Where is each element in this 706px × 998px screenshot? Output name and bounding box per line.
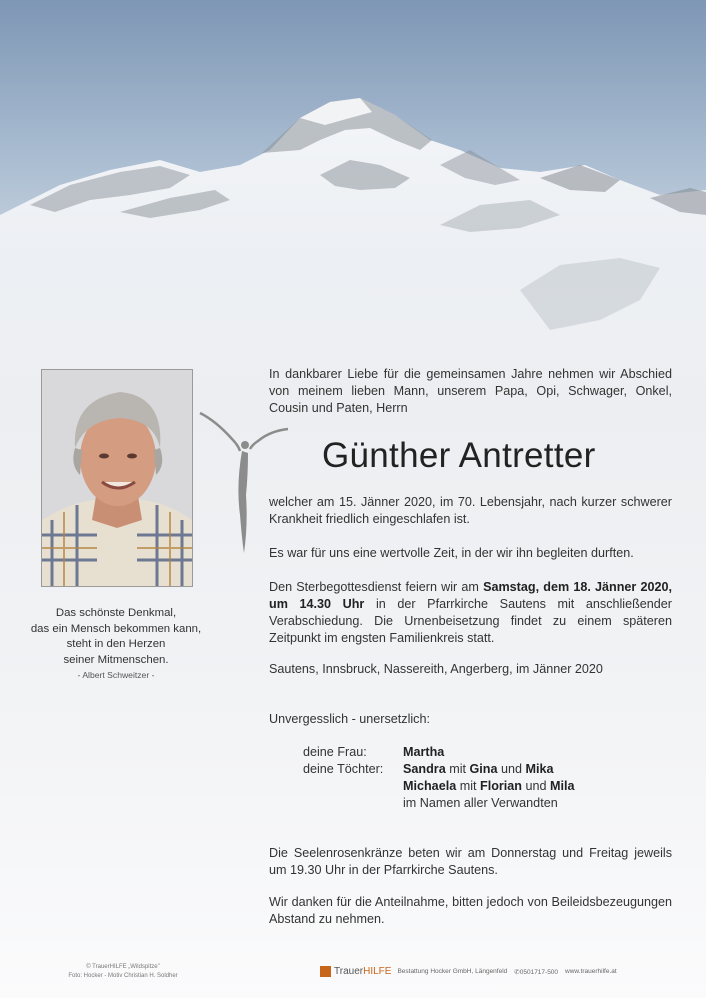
spacer: [303, 778, 403, 795]
family-row: [303, 795, 575, 812]
valuable-time-text: Es war für uns eine wertvolle Zeit, in der wir ihn begleiten durften.: [269, 546, 634, 560]
service-date: Samstag, dem 18. Jänner 2020, um 14.30 Uhr: [269, 580, 672, 611]
connector: mit: [456, 779, 480, 793]
family-row: [303, 778, 575, 795]
daughter-name: Sandra: [403, 762, 446, 776]
company-name: Bestattung Hocker GmbH, Längenfeld: [397, 968, 508, 975]
quote-author: - Albert Schweitzer -: [77, 670, 155, 680]
crucifix-icon: [198, 405, 290, 555]
footer-company: [320, 966, 624, 977]
mountain-header-image: [0, 0, 706, 400]
passing-text: welcher am 15. Jänner 2020, im 70. Lebensjahr, nach kurzer schwerer Krankheit friedlich eingeschlafen ist.: [269, 495, 672, 526]
service-text: [269, 579, 672, 647]
family-row: [303, 761, 575, 778]
brand-part: HILFE: [363, 966, 392, 977]
quote-line: seiner Mitmenschen.: [63, 653, 169, 666]
brand-logo-text: [334, 966, 391, 977]
family-row: [303, 744, 575, 761]
unforgettable-text: Unvergesslich - unersetzlich:: [269, 712, 430, 726]
copyright-line: © TrauerHILFE „Wildspitze": [86, 964, 160, 970]
quote-line: das ein Mensch bekommen kann,: [30, 622, 202, 635]
connector: und: [497, 762, 526, 776]
relatives-text: im Namen aller Verwandten: [403, 796, 558, 810]
wife-label: deine Frau:: [303, 745, 367, 759]
grandchild-name: Florian: [480, 779, 522, 793]
brand-part: Trauer: [334, 966, 364, 977]
intro-text: In dankbarer Liebe für die gemeinsamen Jahre nehmen wir Abschied von meinem lieben Mann, unserem Papa, Opi, Schwager, Onkel, Cousin und Paten, Herrn: [269, 367, 672, 415]
portrait-photo: [41, 369, 193, 587]
memorial-quote: [20, 606, 212, 682]
photo-credit-line: Foto: Hocker - Motiv Christian H. Soldher: [68, 973, 178, 979]
deceased-name: Günther Antretter: [322, 436, 596, 475]
spacer: [303, 795, 403, 812]
trauerhilfe-logo-icon: [320, 966, 331, 977]
thanks-text: Wir danken für die Anteilnahme, bitten jedoch von Beileidsbezeugungen Abstand zu nehmen.: [269, 895, 672, 926]
rosary-text: Die Seelenrosenkränze beten wir am Donnerstag und Freitag jeweils um 19.30 Uhr in der Pfarrkirche Sautens.: [269, 846, 672, 877]
quote-line: Das schönste Denkmal,: [55, 607, 177, 619]
connector: und: [521, 779, 550, 793]
quote-line: steht in den Herzen: [66, 638, 166, 650]
daughters-label: deine Töchter:: [303, 762, 384, 776]
daughter-line: [403, 761, 554, 778]
place-date-text: Sautens, Innsbruck, Nassereith, Angerberg, im Jänner 2020: [269, 662, 603, 676]
company-website[interactable]: www.trauerhilfe.at: [565, 968, 617, 975]
service-suffix: in der Pfarrkirche Sautens mit anschließender Verabschiedung. Die Urnenbeisetzung findet zu einem späteren Zeitpunkt im engsten Familienkreis statt.: [269, 597, 672, 645]
family-list: [303, 744, 575, 812]
connector: mit: [445, 762, 470, 776]
daughter-name: Michaela: [403, 779, 457, 793]
grandchild-name: Mika: [525, 762, 554, 776]
daughter-line: [403, 778, 575, 795]
service-prefix: Den Sterbegottesdienst feiern wir am: [269, 580, 484, 594]
footer-credits: [58, 963, 188, 981]
company-phone: ✆0501717-500: [514, 968, 559, 976]
wife-name: Martha: [403, 745, 445, 759]
grandchild-name: Mila: [550, 779, 575, 793]
grandchild-name: Gina: [469, 762, 498, 776]
